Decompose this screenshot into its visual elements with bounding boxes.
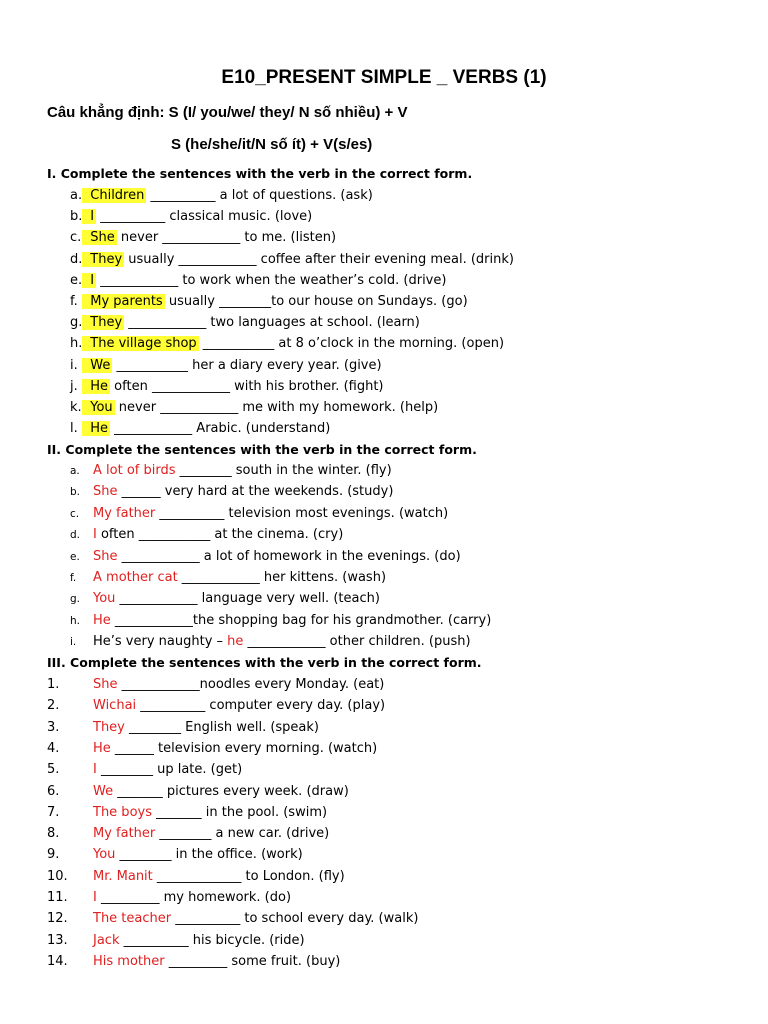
item-subject: A mother cat: [93, 570, 178, 585]
item-subject: They: [93, 719, 125, 735]
item-marker: 1.: [47, 677, 60, 692]
item-text: _______ pictures every week. (draw): [113, 783, 349, 799]
item-marker: f.: [70, 294, 78, 309]
exercise-item: [93, 825, 329, 843]
section-2-heading: II. Complete the sentences with the verb in the correct form.: [47, 442, 477, 457]
item-text: ____________ her kittens. (wash): [177, 570, 387, 585]
item-text: ______ television every morning. (watch): [110, 740, 378, 756]
item-subject: We: [82, 357, 111, 373]
exercise-item: [82, 229, 336, 247]
item-subject: My father: [93, 505, 156, 521]
item-marker: c.: [70, 230, 82, 246]
exercise-item: [93, 462, 392, 480]
item-subject: We: [93, 783, 114, 799]
exercise-item: [93, 932, 305, 950]
item-marker: g.: [70, 315, 83, 331]
item-subject: I: [93, 527, 97, 543]
item-subject: He: [93, 740, 111, 756]
item-marker: k.: [70, 400, 82, 415]
exercise-item: [82, 420, 330, 438]
exercise-item: [82, 272, 446, 290]
item-text: ___________ at 8 o’clock in the morning. (open): [198, 336, 505, 352]
item-subject: My father: [93, 826, 156, 842]
item-subject: You: [93, 591, 116, 607]
item-marker: j.: [70, 378, 78, 394]
item-subject: You: [93, 847, 116, 863]
item-text: _________ some fruit. (buy): [164, 953, 341, 969]
exercise-item: [82, 378, 384, 396]
section-3-heading: III. Complete the sentences with the verb in the correct form.: [47, 655, 482, 670]
exercise-item: [93, 676, 384, 694]
item-marker: 6.: [47, 783, 60, 799]
item-marker: g.: [70, 593, 81, 606]
item-text: ________ south in the winter. (fly): [175, 463, 392, 478]
item-marker: e.: [70, 550, 80, 563]
exercise-item: [82, 293, 468, 311]
item-text: __________ classical music. (love): [96, 209, 313, 225]
section-1-heading: I. Complete the sentences with the verb in the correct form.: [47, 166, 473, 181]
exercise-item: [93, 633, 471, 651]
item-subject: I: [93, 762, 97, 778]
item-subject: A lot of birds: [93, 463, 176, 478]
exercise-item: [93, 548, 461, 566]
item-marker: d.: [70, 251, 83, 267]
item-marker: i.: [70, 357, 78, 373]
item-text: _______ in the pool. (swim): [151, 804, 328, 820]
item-subject: She: [93, 677, 118, 692]
item-marker: 2.: [47, 698, 60, 714]
item-text: ________ in the office. (work): [115, 847, 303, 863]
item-text: _____________ to London. (fly): [152, 868, 345, 884]
item-text: ____________ Arabic. (understand): [110, 421, 331, 437]
item-marker: b.: [70, 209, 83, 225]
exercise-item: [93, 740, 377, 758]
item-text: ______ very hard at the weekends. (study): [117, 484, 394, 500]
item-marker: 7.: [47, 804, 60, 820]
exercise-item: [93, 697, 385, 715]
exercise-item: [93, 783, 349, 801]
exercise-item: [82, 335, 504, 353]
item-text: usually ________to our house on Sundays. (go): [164, 294, 468, 309]
item-text: ____________ to work when the weather’s cold. (drive): [96, 272, 447, 288]
item-text: ________ up late. (get): [96, 762, 243, 778]
grammar-rule-plural: Câu khẳng định: S (I/ you/we/ they/ N số nhiều) + V: [47, 104, 408, 121]
item-subject: Children: [82, 188, 145, 203]
item-text: ____________noodles every Monday. (eat): [117, 677, 385, 692]
item-subject: I: [93, 890, 97, 905]
exercise-item: [93, 889, 291, 907]
exercise-item: [93, 483, 393, 501]
item-marker: b.: [70, 486, 81, 499]
item-subject: He: [82, 378, 109, 394]
item-subject: The teacher: [93, 911, 172, 927]
item-marker: 13.: [47, 932, 68, 948]
item-text: never ____________ me with my homework. (help): [114, 400, 439, 415]
item-subject: His mother: [93, 953, 165, 969]
item-subject: He: [93, 612, 111, 628]
item-text: __________ a lot of questions. (ask): [146, 188, 373, 203]
item-text: ____________ language very well. (teach): [115, 591, 380, 607]
item-subject: He: [82, 421, 109, 437]
exercise-item: [93, 804, 327, 822]
item-text: often ___________ at the cinema. (cry): [96, 527, 344, 543]
item-subject: My parents: [82, 294, 163, 309]
exercise-item: [82, 399, 438, 417]
item-subject: Jack: [93, 932, 120, 948]
item-subject: I: [82, 209, 95, 225]
item-text: __________ television most evenings. (watch): [155, 505, 449, 521]
item-subject: She: [93, 548, 118, 564]
exercise-item: [93, 526, 343, 544]
item-subject: They: [82, 315, 123, 331]
item-marker: 3.: [47, 719, 60, 735]
page-title: E10_PRESENT SIMPLE _ VERBS (1): [221, 67, 547, 88]
item-marker: e.: [70, 272, 83, 288]
exercise-item: [93, 868, 345, 886]
item-subject: She: [82, 230, 115, 246]
item-text: ____________ other children. (push): [243, 634, 471, 650]
item-subject: he: [227, 634, 244, 650]
item-subject: Mr. Manit: [93, 868, 153, 884]
item-marker: 4.: [47, 740, 60, 756]
item-text: __________ computer every day. (play): [136, 698, 386, 714]
item-text: usually ____________ coffee after their evening meal. (drink): [124, 251, 514, 267]
item-marker: d.: [70, 529, 81, 542]
item-marker: h.: [70, 614, 80, 627]
item-marker: f.: [70, 572, 77, 584]
exercise-item: [93, 761, 242, 779]
item-marker: 12.: [47, 911, 68, 927]
item-marker: a.: [70, 465, 80, 477]
item-subject: Wichai: [93, 698, 137, 714]
item-marker: 14.: [47, 953, 68, 969]
item-subject: The village shop: [82, 336, 197, 352]
item-marker: i.: [70, 636, 77, 649]
exercise-item: [82, 357, 382, 375]
exercise-item: [82, 251, 514, 269]
item-marker: a.: [70, 188, 83, 203]
grammar-rule-singular: S (he/she/it/N số ít) + V(s/es): [171, 136, 373, 153]
item-text: _________ my homework. (do): [96, 890, 292, 905]
item-prefix: He’s very naughty –: [93, 634, 228, 650]
item-text: ____________ a lot of homework in the evenings. (do): [117, 548, 461, 564]
item-text: __________ his bicycle. (ride): [119, 932, 305, 948]
item-text: ___________ her a diary every year. (give): [112, 357, 382, 373]
item-subject: She: [93, 484, 118, 500]
exercise-item: [93, 953, 340, 971]
item-text: ____________ two languages at school. (learn): [124, 315, 420, 331]
exercise-item: [93, 569, 386, 587]
exercise-item: [93, 910, 418, 928]
item-subject: I: [82, 272, 95, 288]
exercise-item: [93, 505, 448, 523]
item-marker: h.: [70, 336, 83, 352]
item-text: ________ a new car. (drive): [155, 826, 330, 842]
item-text: ____________the shopping bag for his grandmother. (carry): [110, 612, 492, 628]
item-text: often ____________ with his brother. (fight): [110, 378, 384, 394]
exercise-item: [82, 314, 420, 332]
item-subject: You: [82, 400, 113, 415]
item-marker: 11.: [47, 890, 68, 905]
item-subject: They: [82, 251, 123, 267]
exercise-item: [93, 612, 491, 630]
item-marker: c.: [70, 507, 80, 520]
item-marker: 10.: [47, 868, 68, 884]
item-text: never ____________ to me. (listen): [116, 230, 337, 246]
item-text: __________ to school every day. (walk): [171, 911, 419, 927]
exercise-item: [82, 187, 373, 205]
item-marker: 9.: [47, 847, 60, 863]
exercise-item: [93, 719, 319, 737]
exercise-item: [82, 208, 312, 226]
exercise-item: [93, 846, 303, 864]
item-text: ________ English well. (speak): [124, 719, 319, 735]
item-subject: The boys: [93, 804, 152, 820]
item-marker: 8.: [47, 826, 60, 842]
exercise-item: [93, 590, 380, 608]
item-marker: l.: [70, 421, 78, 437]
item-marker: 5.: [47, 762, 60, 778]
